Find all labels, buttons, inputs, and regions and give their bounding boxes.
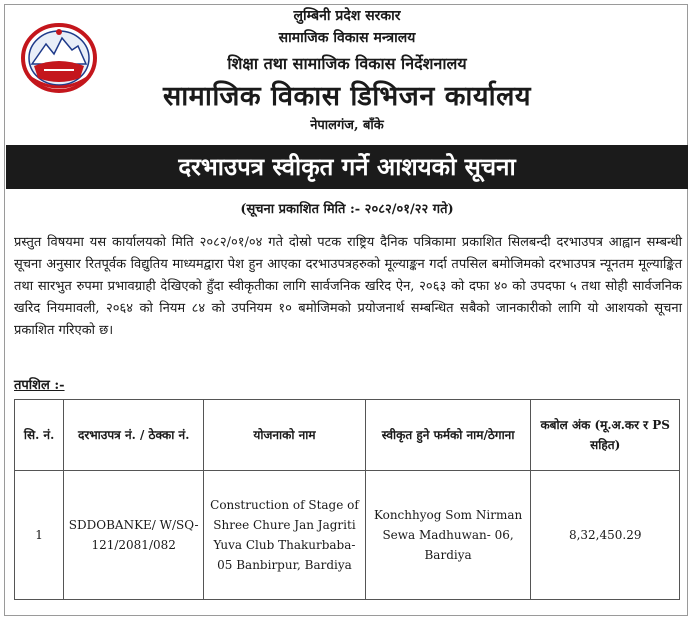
cell-bid-number: SDDOBANKE/ W/SQ- 121/2081/082 xyxy=(64,471,204,600)
header-project-name: योजनाको नाम xyxy=(204,400,365,471)
cell-amount: 8,32,450.29 xyxy=(531,471,680,600)
notice-body: प्रस्तुत विषयमा यस कार्यालयको मिति २०८२/०१/०४ गते दोस्रो पटक राष्ट्रिय दैनिक पत्रिकामा प्रकाशित सिलबन्दी दरभाउपत्र आह्वान सम्बन्धी सूचना अनुसार रितपूर्वक विद्युतिय माध्यमद्वारा पेश हुन आएका दरभाउपत्रहरुको मूल्याङ्कन गर्दा तपसिल बमोजिमको दरभाउपत्र न्यूनतम मूल्याङ्कित तथा सारभुत रुपमा प्रभावग्राही देखिएको हुँदा स्वीकृतीका लागि सार्वजनिक खरिद ऐन, २०६३ को दफा ४० को उपदफा ५ तथा सोही सार्वजनिक खरिद नियमावली, २०६४ को नियम ८४ को उपनियम १० बमोजिमको प्रयोजनार्थ सम्बन्धित सबैको जानकारीको लागि यो आशयको सूचना प्रकाशित गरिएको छ। xyxy=(14,235,682,338)
office-location: नेपालगंज, बाँके xyxy=(310,118,384,133)
notice-title: दरभाउपत्र स्वीकृत गर्ने आशयको सूचना xyxy=(6,145,688,189)
header-bid-number: दरभाउपत्र नं. / ठेक्का नं. xyxy=(64,400,204,471)
table-header-row xyxy=(15,400,680,471)
table-row xyxy=(15,471,680,600)
cell-project-name: Construction of Stage of Shree Chure Jan Jagriti Yuva Club Thakurbaba- 05 Banbirpur, Bardiya xyxy=(204,471,365,600)
cell-firm: Konchhyog Som Nirman Sewa Madhuwan- 06, Bardiya xyxy=(365,471,531,600)
ministry-name: सामाजिक विकास मन्त्रालय xyxy=(278,30,416,46)
award-table xyxy=(14,399,680,600)
table-label: तपशिल :- xyxy=(14,378,65,393)
header-serial: सि. नं. xyxy=(15,400,64,471)
directorate-name: शिक्षा तथा सामाजिक विकास निर्देशनालय xyxy=(227,54,467,73)
publish-date: (सूचना प्रकाशित मिति :- २०८२/०१/२२ गते) xyxy=(240,202,454,217)
province-name: लुम्बिनी प्रदेश सरकार xyxy=(293,8,401,24)
header-firm: स्वीकृत हुने फर्मको नाम/ठेगाना xyxy=(365,400,531,471)
cell-serial: 1 xyxy=(15,471,64,600)
header-amount: कबोल अंक (मू.अ.कर र PS सहित) xyxy=(531,400,680,471)
office-name: सामाजिक विकास डिभिजन कार्यालय xyxy=(162,81,532,112)
